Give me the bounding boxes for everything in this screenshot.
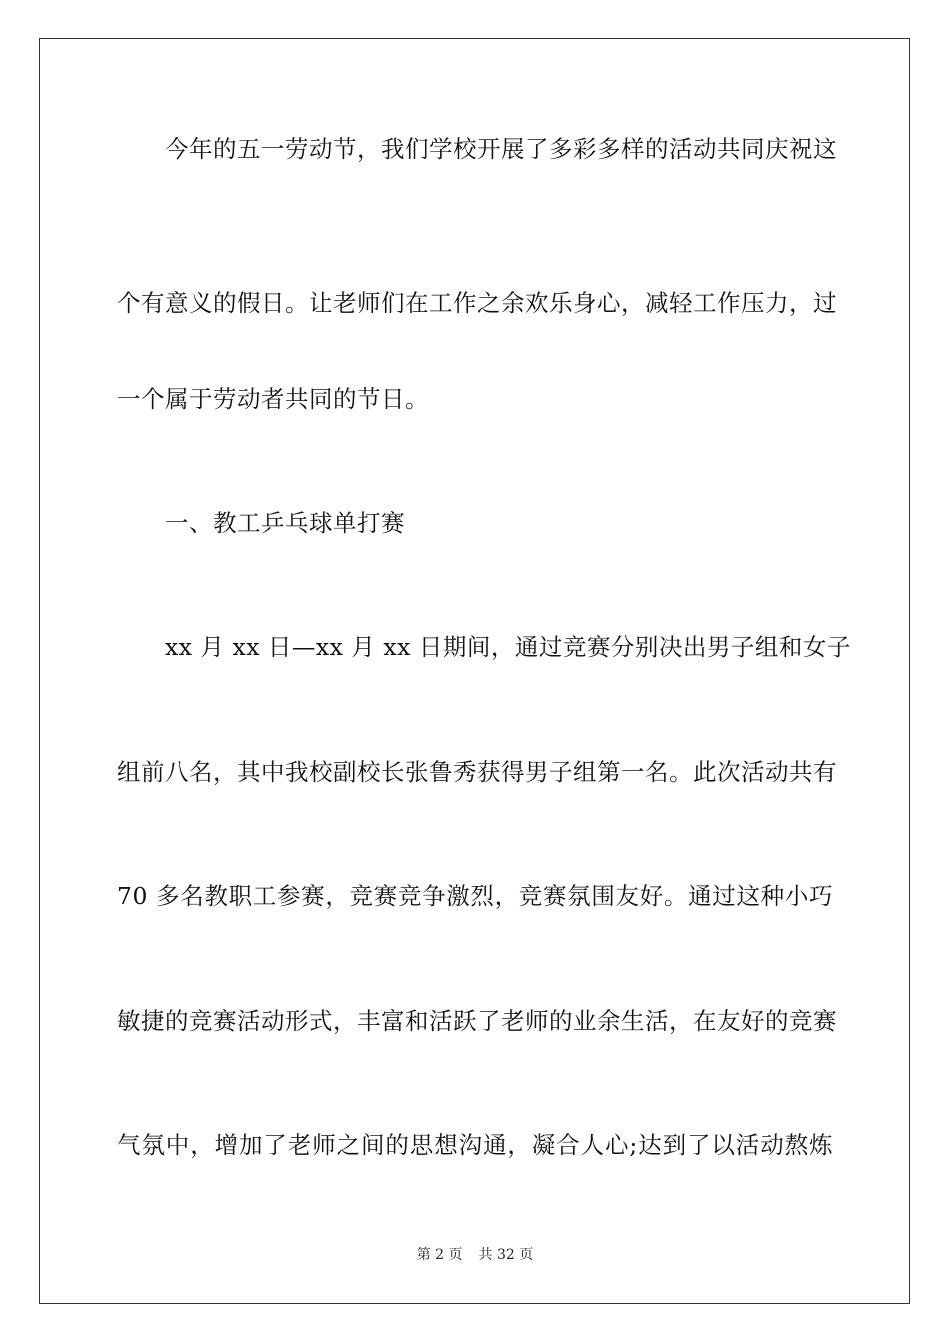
page-footer (0, 1246, 950, 1264)
page-number: 第 2 页 (416, 1247, 463, 1263)
paragraph-line-2: 个有意义的假日。让老师们在工作之余欢乐身心，减轻工作压力，过 (117, 289, 837, 317)
paragraph-line-3: 一个属于劳动者共同的节日。 (117, 385, 429, 413)
total-pages: 共 32 页 (478, 1247, 534, 1263)
paragraph-line-5: xx 月 xx 日—xx 月 xx 日期间，通过竞赛分别决出男子组和女子 (165, 633, 851, 661)
paragraph-line-7: 70 多名教职工参赛，竞赛竞争激烈，竞赛氛围友好。通过这种小巧 (117, 882, 833, 910)
paragraph-line-9: 气氛中，增加了老师之间的思想沟通，凝合人心;达到了以活动熬炼 (117, 1131, 833, 1159)
paragraph-line-8: 敏捷的竞赛活动形式，丰富和活跃了老师的业余生活，在友好的竞赛 (117, 1007, 837, 1035)
paragraph-line-1: 今年的五一劳动节，我们学校开展了多彩多样的活动共同庆祝这 (165, 135, 837, 163)
paragraph-line-6: 组前八名，其中我校副校长张鲁秀获得男子组第一名。此次活动共有 (117, 758, 837, 786)
page-border (39, 38, 910, 1304)
section-heading: 一、教工乒乓球单打赛 (165, 509, 405, 537)
